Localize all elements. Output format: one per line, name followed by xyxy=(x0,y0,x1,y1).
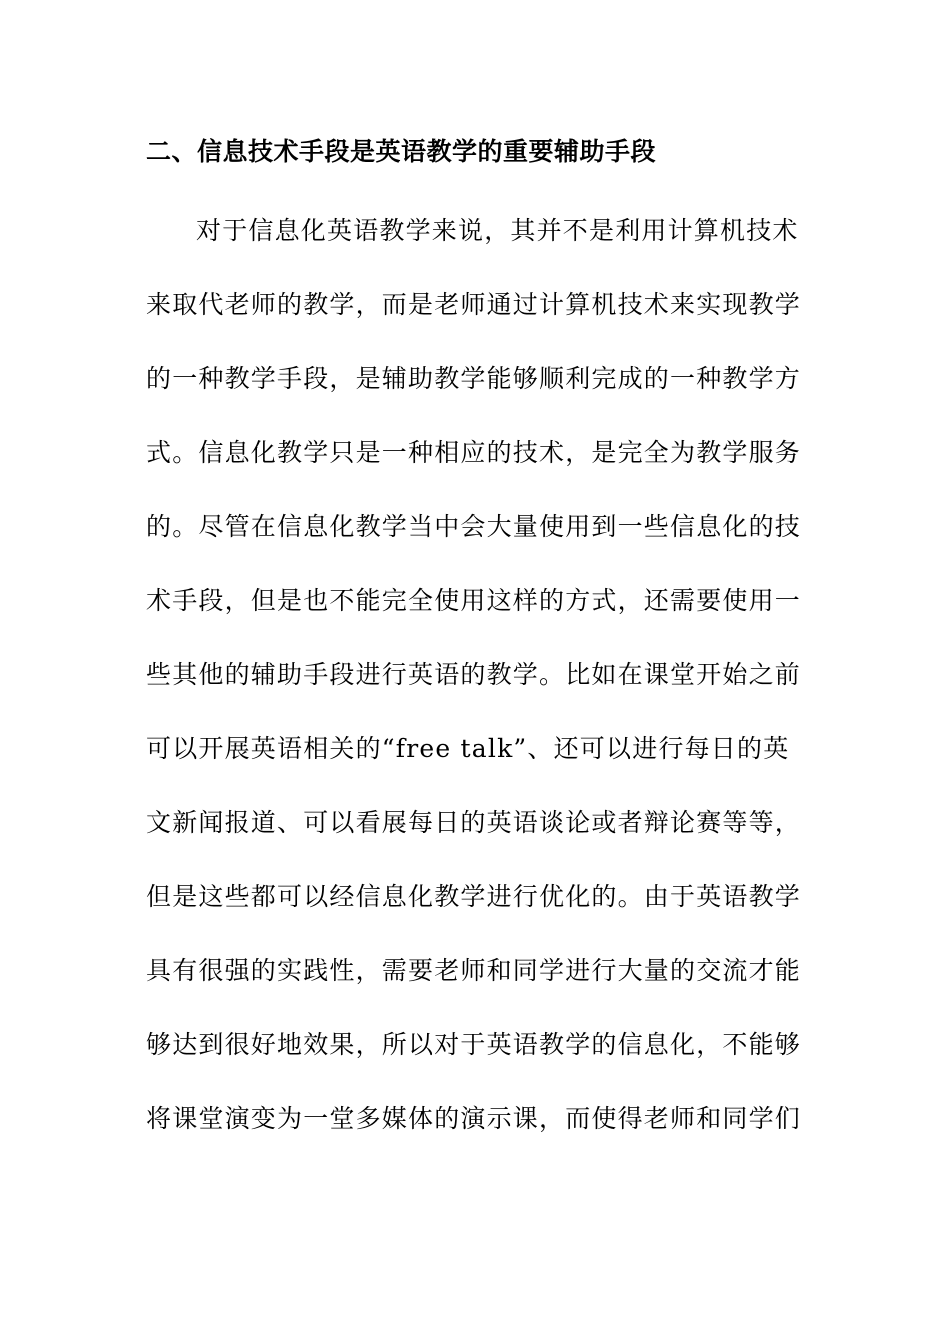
paragraph-line: 文新闻报道、可以看展每日的英语谈论或者辩论赛等等， xyxy=(146,808,802,837)
paragraph-line: 术手段，但是也不能完全使用这样的方式，还需要使用一 xyxy=(146,586,802,615)
paragraph-line: 对于信息化英语教学来说，其并不是利用计算机技术 xyxy=(196,216,799,245)
paragraph-line: 的一种教学手段，是辅助教学能够顺利完成的一种教学方 xyxy=(146,364,802,393)
section-heading: 二、信息技术手段是英语教学的重要辅助手段 xyxy=(146,137,657,166)
paragraph-line: 的。尽管在信息化教学当中会大量使用到一些信息化的技 xyxy=(146,512,802,541)
paragraph-line: 够达到很好地效果，所以对于英语教学的信息化，不能够 xyxy=(146,1030,802,1059)
paragraph-line: 具有很强的实践性，需要老师和同学进行大量的交流才能 xyxy=(146,956,802,985)
paragraph-line: 来取代老师的教学，而是老师通过计算机技术来实现教学 xyxy=(146,290,802,319)
paragraph-line: 可以开展英语相关的“free talk”、还可以进行每日的英 xyxy=(146,734,790,763)
paragraph-line: 将课堂演变为一堂多媒体的演示课，而使得老师和同学们 xyxy=(146,1104,802,1133)
body-paragraph xyxy=(146,208,816,1170)
paragraph-line: 些其他的辅助手段进行英语的教学。比如在课堂开始之前 xyxy=(146,660,802,689)
paragraph-line: 但是这些都可以经信息化教学进行优化的。由于英语教学 xyxy=(146,882,802,911)
paragraph-line: 式。信息化教学只是一种相应的技术，是完全为教学服务 xyxy=(146,438,802,467)
